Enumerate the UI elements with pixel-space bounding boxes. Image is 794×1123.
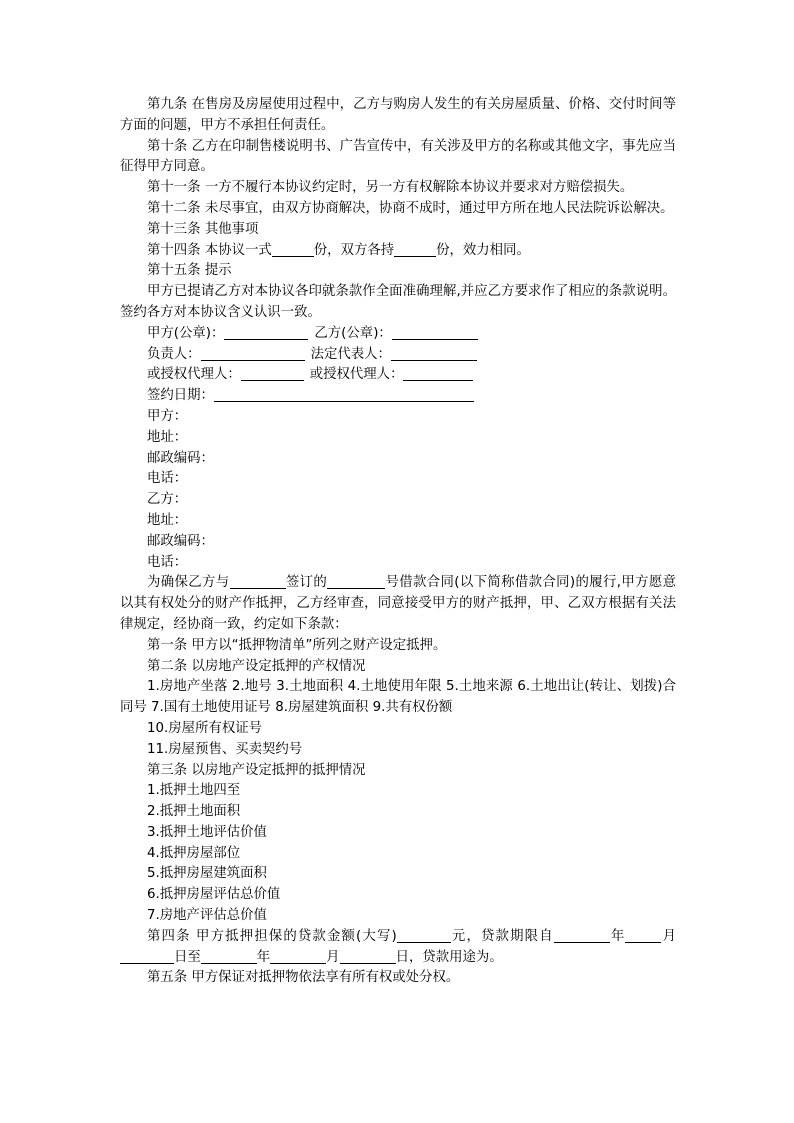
party-a-phone: 电话： (147, 471, 188, 487)
mortgage-item-5: 5.抵押房屋建筑面积 (147, 866, 267, 882)
party-a-address: 地址： (147, 429, 188, 445)
mortgage-item-7: 7.房地产评估总价值 (147, 908, 267, 924)
start-day-blank (120, 949, 174, 964)
loan-amount-blank (397, 928, 451, 943)
sign-agent-line (120, 365, 676, 386)
copies-each-blank (394, 242, 436, 257)
agent-b-label: 或授权代理人： (309, 367, 404, 383)
party-b-label: 乙方： (147, 492, 188, 508)
party-a-postcode: 邮政编码： (147, 450, 214, 466)
agent-a-label: 或授权代理人： (147, 367, 241, 383)
art4-part-h: 日，贷款用途为。 (395, 949, 503, 965)
party-a-label: 甲方： (147, 408, 188, 424)
intro-part-b: 签订的 (285, 575, 328, 591)
mortgage-item-4: 4.抵押房屋部位 (147, 845, 241, 861)
art4-part-e: 日至 (174, 949, 201, 965)
mortgage-item-6: 6.抵押房屋评估总价值 (147, 887, 281, 903)
article-10: 第十条 乙方在印制售楼说明书、广告宣传中，有关涉及甲方的名称或其他文字，事先应当征得甲方同意。 (120, 138, 676, 175)
sign-rep-line (120, 345, 676, 366)
sign-date-label: 签约日期： (147, 388, 214, 404)
mortgage-article-1: 第一条 甲方以“抵押物清单”所列之财产设定抵押。 (147, 637, 447, 653)
intro-part-a: 为确保乙方与 (147, 575, 230, 591)
mortgage-item-1: 1.抵押土地四至 (147, 783, 241, 799)
start-year-blank (554, 928, 610, 943)
intro-party-blank (230, 574, 286, 589)
article-13: 第十三条 其他事项 (147, 221, 259, 237)
responsible-blank (201, 346, 305, 361)
contract-text (120, 95, 676, 989)
copies-total-blank (272, 242, 314, 257)
art4-part-d: 月 (661, 928, 676, 944)
article-14-part-c: 份，效力相同。 (436, 242, 530, 258)
property-item-11: 11.房屋预售、买卖契约号 (147, 741, 303, 757)
start-month-blank (625, 928, 661, 943)
art4-part-g: 月 (326, 949, 340, 965)
sign-date-line (120, 386, 676, 407)
mortgage-article-5: 第五条 甲方保证对抵押物依法享有所有权或处分权。 (147, 970, 460, 986)
legal-rep-label: 法定代表人： (310, 346, 391, 362)
article-14-part-b: 份，双方各持 (313, 242, 395, 258)
article-15-body: 甲方已提请乙方对本协议各印就条款作全面准确理解,并应乙方要求作了相应的条款说明。签约各方对本协议含义认识一致。 (120, 284, 676, 320)
article-15-title: 第十五条 提示 (147, 263, 232, 279)
property-item-10: 10.房屋所有权证号 (147, 720, 263, 736)
end-day-blank (340, 949, 396, 964)
party-b-seal-blank (392, 325, 478, 340)
article-11: 第十一条 一方不履行本协议约定时，另一方有权解除本协议并要求对方赔偿损失。 (147, 180, 634, 196)
party-b-phone: 电话： (147, 554, 188, 570)
sign-seal-line (120, 324, 676, 345)
art4-part-f: 年 (256, 949, 271, 965)
responsible-label: 负责人： (147, 346, 201, 362)
legal-rep-blank (391, 346, 477, 361)
article-14 (120, 241, 676, 262)
end-month-blank (270, 949, 326, 964)
mortgage-article-2: 第二条 以房地产设定抵押的产权情况 (147, 658, 366, 674)
party-b-seal-label: 乙方(公章)： (314, 325, 392, 341)
article-12: 第十二条 未尽事宜，由双方协商解决，协商不成时，通过甲方所在地人民法院诉讼解决。 (147, 200, 674, 216)
article-9: 第九条 在售房及房屋使用过程中，乙方与购房人发生的有关房屋质量、价格、交付时间等方面的问题，甲方不承担任何责任。 (120, 97, 676, 133)
art4-part-a: 第四条 甲方抵押担保的贷款金额(大写) (147, 928, 397, 944)
mortgage-item-2: 2.抵押土地面积 (147, 804, 241, 820)
agent-a-blank (241, 366, 304, 381)
party-a-seal-label: 甲方(公章)： (147, 325, 225, 341)
intro-contract-no-blank (327, 574, 385, 589)
party-a-seal-blank (224, 325, 308, 340)
end-year-blank (201, 949, 257, 964)
party-b-postcode: 邮政编码： (147, 533, 214, 549)
mortgage-intro (120, 573, 676, 635)
mortgage-article-4 (120, 927, 676, 969)
mortgage-article-3: 第三条 以房地产设定抵押的抵押情况 (147, 762, 366, 778)
art4-part-b: 元，贷款期限自 (450, 928, 554, 944)
party-b-address: 地址： (147, 512, 188, 528)
sign-date-blank (214, 387, 474, 402)
article-14-part-a: 第十四条 本协议一式 (147, 242, 272, 258)
intro-part-c: 号借款合同(以下简称借款合同)的履行,甲方愿意以其有权处分的财产作抵押，乙方经审查，同意接受甲方的财产抵押，甲、乙双方根据有关法律规定，经协商一致，约定如下条款： (120, 575, 677, 632)
mortgage-item-3: 3.抵押土地评估价值 (147, 824, 267, 840)
art4-part-c: 年 (609, 928, 626, 944)
property-items-list: 1.房地产坐落 2.地号 3.土地面积 4.土地使用年限 5.土地来源 6.土地出让(转让、划拨)合同号 7.国有土地使用证号 8.房屋建筑面积 9.共有权份额 (120, 679, 676, 716)
agent-b-blank (403, 366, 473, 381)
